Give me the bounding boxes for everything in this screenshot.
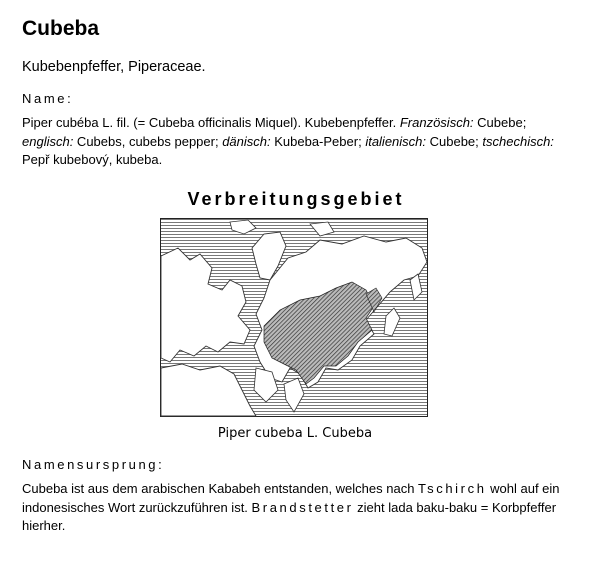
name-text: Piper cubéba L. fil. (= Cubeba officinalis Miquel). Kubebenpfeffer. (22, 115, 400, 130)
distribution-map (160, 218, 428, 417)
origin-section-label: Namensursprung: (22, 457, 165, 472)
author-name-brandstetter: Brandstetter (251, 499, 354, 515)
map-image (160, 218, 428, 417)
french-text: Cubebe; (473, 115, 527, 130)
danish-label: dänisch: (222, 133, 271, 149)
figure-title: Verbreitungsgebiet (187, 189, 405, 209)
origin-paragraph (22, 480, 570, 536)
danish-text: Kubeba-Peber; (270, 133, 366, 149)
name-paragraph (22, 114, 570, 170)
page-title: Cubeba (22, 17, 100, 40)
figure-caption: Piper cubeba L. Cubeba (217, 426, 373, 441)
english-label: englisch: (22, 133, 74, 149)
italian-text: Cubebe; (426, 133, 483, 149)
czech-text: Pepř kubebový, kubeba. (22, 152, 163, 167)
origin-text-1: Cubeba ist aus dem arabischen Kababeh entstanden, welches nach (22, 481, 419, 496)
italian-label: italienisch: (365, 133, 427, 149)
english-text: Cubebs, cubebs pepper; (73, 133, 223, 149)
author-name-tschirch: Tschirch (418, 481, 487, 496)
origin-text-2: wohl auf ein indonesisches Wort zurückzuführen ist. (22, 481, 560, 515)
origin-text-3: zieht lada baku-baku = Korbpfeffer hierher. (22, 499, 557, 533)
french-label: Französisch: (399, 115, 474, 130)
name-section-label: Name: (22, 91, 74, 106)
subtitle: Kubebenpfeffer, Piperaceae. (22, 59, 206, 75)
czech-label: tschechisch: (482, 133, 554, 149)
